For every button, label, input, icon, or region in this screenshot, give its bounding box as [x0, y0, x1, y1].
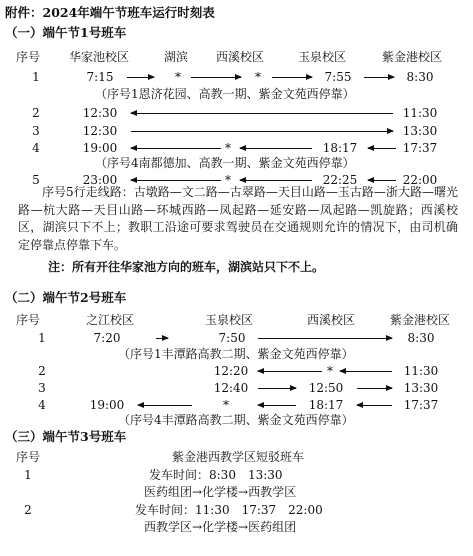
s1-row5-huajiachi: 23:00: [82, 173, 118, 187]
s2-row4-zijingang: 17:37: [403, 398, 439, 412]
s1-header-zijingang: 紫金港校区: [381, 50, 443, 64]
s2-row1-no: 1: [38, 331, 46, 345]
s1-row1-huajiachi: 7:15: [86, 70, 114, 84]
s2-row1-yuquan: 7:50: [218, 331, 246, 345]
s2-row4-yuquan: *: [223, 398, 229, 412]
s1-row5-arrow-1: [131, 180, 221, 181]
s1-footnote-label: 注：: [48, 260, 73, 274]
s2-row3-zijingang: 13:30: [403, 381, 439, 395]
s2-row3-xixi: 12:50: [308, 381, 344, 395]
s2-row1-note: （序号1丰潭路高教二期、紫金文苑西停靠）: [118, 347, 354, 361]
s3-header-no: 序号: [15, 450, 41, 464]
s3-header-title: 紫金港西教学区短驳班车: [171, 450, 305, 464]
section-2-heading: （二）端午节2号班车: [5, 290, 127, 305]
s2-row1-arrow-1: [156, 338, 168, 339]
s2-row2-zijingang: 11:30: [403, 364, 439, 378]
s1-row2-zijingang: 11:30: [402, 106, 438, 120]
s2-row3-arrow-2: [357, 388, 392, 389]
s2-row4-xixi: 18:17: [308, 398, 344, 412]
s1-row4-note: （序号4南都德加、高教一期、紫金文苑西停靠）: [95, 156, 355, 170]
s1-row1-arrow-2: [191, 77, 241, 78]
s2-row3-no: 3: [38, 381, 46, 395]
s3-item1-no: 1: [24, 468, 32, 482]
s1-row2-arrow: [131, 113, 393, 114]
s1-row4-arrow-3: [368, 148, 396, 149]
s2-header-xixi: 西溪校区: [306, 313, 356, 327]
s1-row4-zijingang: 17:37: [402, 141, 438, 155]
s2-row1-zijingang: 8:30: [407, 331, 435, 345]
s2-header-zijingang: 紫金港校区: [389, 313, 451, 327]
s2-row2-yuquan: 12:20: [213, 364, 249, 378]
s1-row4-arrow-2: [240, 148, 312, 149]
s2-header-no: 序号: [15, 313, 41, 327]
s1-footnote: [48, 260, 324, 274]
s1-row4-arrow-1: [131, 148, 221, 149]
page-title: 附件：2024年端午节班车运行时刻表: [5, 5, 215, 20]
s2-row2-no: 2: [38, 364, 46, 378]
s2-header-zhijiang: 之江校区: [85, 313, 135, 327]
section-3-heading: （三）端午节3号班车: [5, 429, 127, 444]
s1-route-note: 序号5行走线路：古墩路—文二路—古翠路—天目山路—玉古路—浙大路—曙光路—杭大路—天目山路—环城西路—凤起路—延安路—凤起路—凯旋路；西溪校区，湖滨只下不上；教职工沿途可要求驾驶员在交通规则允许的情况下，由司机确定停靠点停靠下车。: [18, 185, 458, 252]
s1-row1-arrow-4: [364, 77, 394, 78]
s1-row4-no: 4: [32, 141, 40, 155]
s1-row4-huajiachi: 19:00: [82, 141, 118, 155]
s1-row3-huajiachi: 12:30: [82, 124, 118, 138]
s1-header-no: 序号: [15, 50, 41, 64]
s1-footnote-text: 所有开往华家池方向的班车，湖滨站只下不上。: [72, 260, 325, 274]
s1-row4-yuquan: 18:17: [322, 141, 358, 155]
s1-row4-xixi: *: [225, 141, 231, 155]
s1-row1-no: 1: [32, 70, 40, 84]
s2-row4-arrow-1: [138, 405, 192, 406]
s2-row4-note: （序号4丰潭路高教二期、紫金文苑西停靠）: [118, 413, 354, 427]
s1-row5-no: 5: [32, 173, 40, 187]
s3-item1-route: 医药组团→化学楼→西教学区: [144, 485, 297, 499]
s1-row3-zijingang: 13:30: [402, 124, 438, 138]
s1-row3-arrow: [131, 131, 393, 132]
s3-item2-route: 西教学区→化学楼→医药组团: [144, 520, 297, 534]
s3-item2-times: 发车时间：11:30 17:37 22:00: [135, 503, 323, 517]
s2-row4-arrow-2: [258, 405, 296, 406]
s1-header-hubin: 湖滨: [163, 50, 189, 64]
s3-item1-times: 发车时间：8:30 13:30: [149, 468, 283, 482]
s2-row2-xixi: *: [327, 364, 333, 378]
s1-row1-arrow-3: [272, 77, 312, 78]
s1-row1-arrow-1: [127, 77, 154, 78]
s1-row2-no: 2: [32, 106, 40, 120]
s1-row1-yuquan: 7:55: [324, 70, 352, 84]
s1-header-xixi: 西溪校区: [215, 50, 265, 64]
s1-row5-zijingang: 22:00: [402, 173, 438, 187]
s2-row2-arrow-1: [258, 371, 322, 372]
s2-row3-yuquan: 12:40: [213, 381, 249, 395]
s1-row1-zijingang: 8:30: [406, 70, 434, 84]
s2-row3-arrow-1: [258, 388, 296, 389]
s1-row5-yuquan: 22:25: [322, 173, 358, 187]
s1-row5-xixi: *: [225, 173, 231, 187]
s2-header-yuquan: 玉泉校区: [204, 313, 254, 327]
s2-row1-zhijiang: 7:20: [93, 331, 121, 345]
s1-row1-xixi: *: [255, 70, 261, 84]
s1-row5-arrow-3: [368, 180, 396, 181]
s1-header-huajiachi: 华家池校区: [68, 50, 130, 64]
s1-row5-arrow-2: [240, 180, 312, 181]
section-1-heading: （一）端午节1号班车: [5, 25, 127, 40]
s2-row1-arrow-2: [258, 338, 392, 339]
s1-row3-no: 3: [32, 124, 40, 138]
s2-row2-arrow-2: [340, 371, 392, 372]
s3-item2-no: 2: [24, 503, 32, 517]
s1-row2-huajiachi: 12:30: [82, 106, 118, 120]
s2-row4-zhijiang: 19:00: [89, 398, 125, 412]
s1-header-yuquan: 玉泉校区: [297, 50, 347, 64]
s1-row1-note: （序号1恩济花园、高教一期、紫金文苑西停靠）: [95, 87, 355, 101]
s2-row4-arrow-3: [357, 405, 392, 406]
s2-row4-no: 4: [38, 398, 46, 412]
s1-row1-hubin: *: [175, 70, 181, 84]
